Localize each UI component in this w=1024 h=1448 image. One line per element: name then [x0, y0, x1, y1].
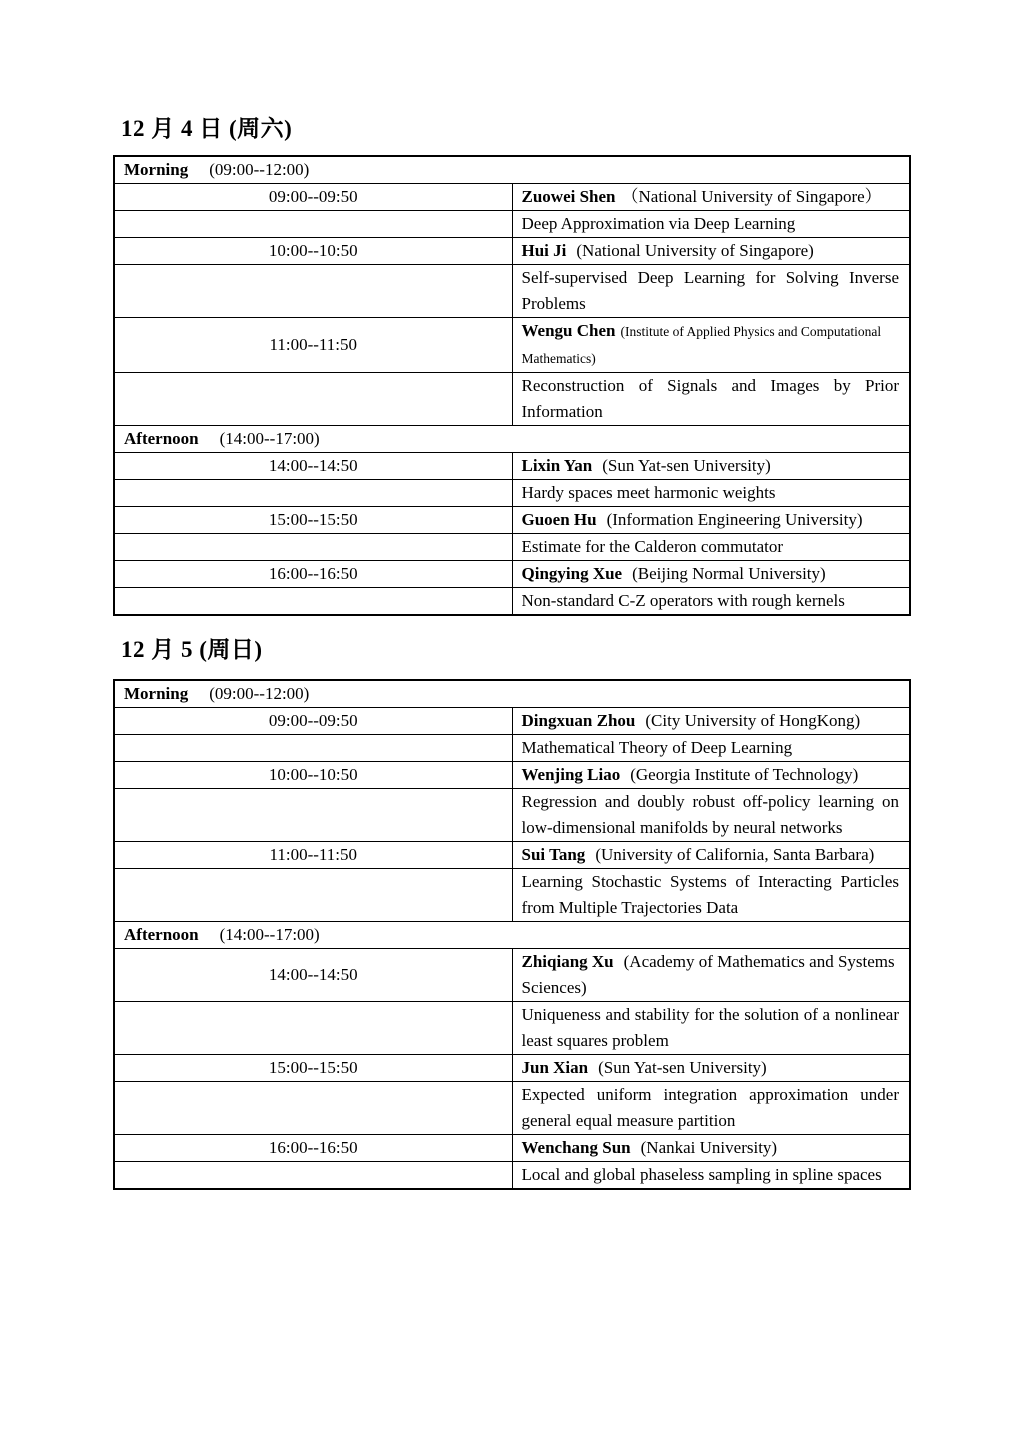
title-row [114, 480, 910, 507]
speaker-affiliation: (Beijing Normal University) [632, 564, 826, 583]
title-row [114, 789, 910, 842]
speaker-name: Sui Tang [521, 845, 586, 864]
talk-time: 10:00--10:50 [114, 238, 512, 265]
speaker-name: Wenchang Sun [521, 1138, 631, 1157]
title-row [114, 1162, 910, 1190]
speaker-row [114, 561, 910, 588]
speaker-cell [512, 949, 910, 1002]
speaker-cell [512, 842, 910, 869]
speaker-row [114, 762, 910, 789]
session-hours: (09:00--12:00) [209, 160, 310, 179]
speaker-cell [512, 318, 910, 373]
empty-time-cell [114, 373, 512, 426]
talk-title: Learning Stochastic Systems of Interacting Particles from Multiple Trajectories Data [512, 869, 910, 922]
talk-time: 11:00--11:50 [114, 842, 512, 869]
talk-title: Mathematical Theory of Deep Learning [512, 735, 910, 762]
speaker-cell [512, 561, 910, 588]
empty-time-cell [114, 211, 512, 238]
day1-schedule-table [113, 155, 911, 616]
talk-title: Local and global phaseless sampling in spline spaces [512, 1162, 910, 1190]
title-row [114, 265, 910, 318]
speaker-row [114, 453, 910, 480]
session-header-row [114, 156, 910, 184]
talk-title: Regression and doubly robust off-policy learning on low-dimensional manifolds by neural networks [512, 789, 910, 842]
title-row [114, 373, 910, 426]
talk-title: Uniqueness and stability for the solution of a nonlinear least squares problem [512, 1002, 910, 1055]
speaker-name: Wengu Chen [521, 321, 616, 340]
session-header-cell [114, 156, 910, 184]
day1-heading: 12 月 4 日 (周六) [121, 116, 293, 141]
speaker-name: Zuowei Shen [521, 187, 616, 206]
empty-time-cell [114, 1162, 512, 1190]
speaker-cell [512, 507, 910, 534]
title-row [114, 534, 910, 561]
empty-time-cell [114, 1082, 512, 1135]
talk-time: 11:00--11:50 [114, 318, 512, 373]
session-hours: (14:00--17:00) [219, 429, 320, 448]
empty-time-cell [114, 588, 512, 616]
speaker-row [114, 842, 910, 869]
speaker-cell [512, 1055, 910, 1082]
speaker-affiliation: (University of California, Santa Barbara) [595, 845, 875, 864]
session-hours: (09:00--12:00) [209, 684, 310, 703]
speaker-row [114, 507, 910, 534]
talk-title: Reconstruction of Signals and Images by Prior Information [512, 373, 910, 426]
speaker-cell [512, 238, 910, 265]
talk-title: Deep Approximation via Deep Learning [512, 211, 910, 238]
speaker-affiliation: (Information Engineering University) [606, 510, 863, 529]
title-row [114, 735, 910, 762]
speaker-name: Guoen Hu [521, 510, 597, 529]
speaker-row [114, 1135, 910, 1162]
speaker-row [114, 184, 910, 211]
empty-time-cell [114, 869, 512, 922]
session-header-cell [114, 922, 910, 949]
speaker-name: Hui Ji [521, 241, 567, 260]
speaker-affiliation: (City University of HongKong) [645, 711, 861, 730]
talk-title: Expected uniform integration approximation under general equal measure partition [512, 1082, 910, 1135]
talk-time: 15:00--15:50 [114, 1055, 512, 1082]
session-header-cell [114, 426, 910, 453]
day2-heading: 12 月 5 (周日) [121, 637, 263, 662]
talk-time: 16:00--16:50 [114, 1135, 512, 1162]
talk-time: 09:00--09:50 [114, 184, 512, 211]
session-header-row [114, 426, 910, 453]
talk-title: Estimate for the Calderon commutator [512, 534, 910, 561]
speaker-row [114, 1055, 910, 1082]
talk-title: Self-supervised Deep Learning for Solving Inverse Problems [512, 265, 910, 318]
title-row [114, 869, 910, 922]
speaker-name: Dingxuan Zhou [521, 711, 636, 730]
talk-title: Non-standard C-Z operators with rough kernels [512, 588, 910, 616]
speaker-row [114, 238, 910, 265]
talk-time: 09:00--09:50 [114, 708, 512, 735]
title-row [114, 1002, 910, 1055]
talk-time: 14:00--14:50 [114, 949, 512, 1002]
speaker-cell [512, 453, 910, 480]
speaker-row [114, 708, 910, 735]
speaker-name: Wenjing Liao [521, 765, 621, 784]
speaker-name: Zhiqiang Xu [521, 952, 614, 971]
speaker-cell [512, 708, 910, 735]
session-label: Afternoon [124, 429, 199, 448]
speaker-affiliation: (Academy of Mathematics and Systems Sciences) [521, 952, 895, 997]
title-row [114, 211, 910, 238]
empty-time-cell [114, 1002, 512, 1055]
speaker-affiliation: (Georgia Institute of Technology) [630, 765, 859, 784]
talk-title: Hardy spaces meet harmonic weights [512, 480, 910, 507]
title-row [114, 1082, 910, 1135]
empty-time-cell [114, 480, 512, 507]
speaker-name: Jun Xian [521, 1058, 589, 1077]
session-header-row [114, 680, 910, 708]
talk-time: 16:00--16:50 [114, 561, 512, 588]
speaker-name: Lixin Yan [521, 456, 593, 475]
speaker-affiliation: (Sun Yat-sen University) [598, 1058, 767, 1077]
speaker-row [114, 949, 910, 1002]
speaker-affiliation: （National University of Singapore） [621, 187, 882, 206]
speaker-affiliation: (National University of Singapore) [576, 241, 814, 260]
title-row [114, 588, 910, 616]
speaker-row [114, 318, 910, 373]
day2-schedule-table [113, 679, 911, 1190]
empty-time-cell [114, 534, 512, 561]
session-label: Morning [124, 684, 189, 703]
speaker-affiliation: (Sun Yat-sen University) [602, 456, 771, 475]
empty-time-cell [114, 789, 512, 842]
talk-time: 15:00--15:50 [114, 507, 512, 534]
speaker-cell [512, 184, 910, 211]
session-label: Afternoon [124, 925, 199, 944]
talk-time: 14:00--14:50 [114, 453, 512, 480]
speaker-name: Qingying Xue [521, 564, 623, 583]
speaker-cell [512, 762, 910, 789]
speaker-affiliation: (Nankai University) [640, 1138, 778, 1157]
session-header-row [114, 922, 910, 949]
empty-time-cell [114, 265, 512, 318]
session-header-cell [114, 680, 910, 708]
session-label: Morning [124, 160, 189, 179]
speaker-affiliation: (Institute of Applied Physics and Computational Mathematics) [521, 324, 882, 366]
speaker-cell [512, 1135, 910, 1162]
session-hours: (14:00--17:00) [219, 925, 320, 944]
empty-time-cell [114, 735, 512, 762]
talk-time: 10:00--10:50 [114, 762, 512, 789]
